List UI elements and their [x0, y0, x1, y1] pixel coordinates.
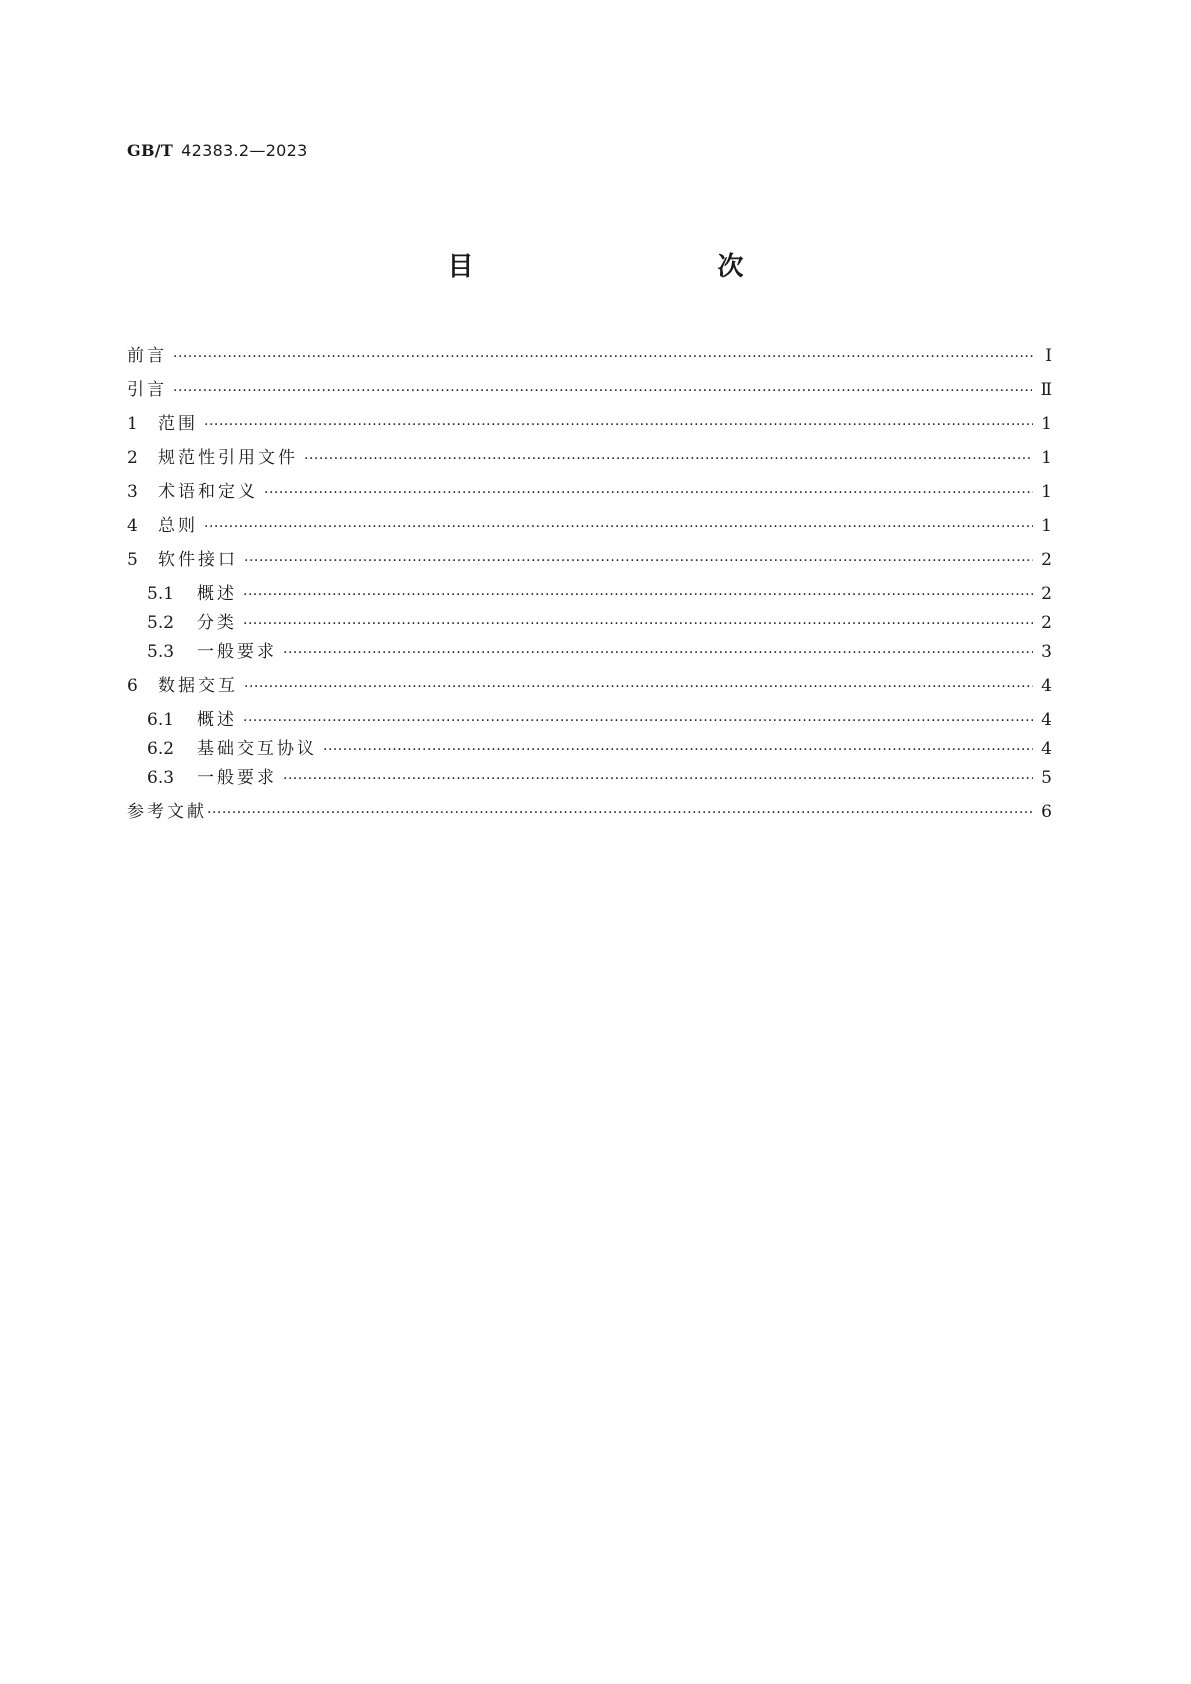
toc-entry-number: 5.1 — [147, 584, 175, 604]
toc-entry-label: 概述 — [197, 584, 237, 604]
toc-leader-dots — [243, 709, 1033, 733]
toc-entry-label: 引言 — [127, 380, 167, 400]
toc-leader-dots — [264, 481, 1033, 505]
toc-entry-label: 概述 — [197, 710, 237, 730]
toc-leader-dots — [243, 583, 1033, 607]
toc-entry-number: 3 — [127, 482, 138, 502]
toc-entry-6-1[interactable] — [127, 708, 1052, 732]
toc-leader-dots — [207, 801, 1033, 825]
toc-entry-number: 5 — [127, 550, 138, 570]
toc-entry-introduction[interactable] — [127, 378, 1052, 402]
toc-leader-dots — [243, 612, 1033, 636]
toc-entry-label: 软件接口 — [158, 550, 238, 570]
toc-entry-label: 规范性引用文件 — [158, 448, 298, 468]
toc-leader-dots — [173, 345, 1034, 369]
standard-number: 42383.2—2023 — [181, 141, 308, 160]
toc-entry-label: 一般要求 — [197, 768, 277, 788]
toc-entry-page: 5 — [1041, 768, 1052, 788]
standard-code — [127, 141, 308, 160]
toc-entry-page: 1 — [1041, 448, 1052, 468]
toc-entry-number: 2 — [127, 448, 138, 468]
toc-entry-page: Ⅰ — [1045, 346, 1052, 366]
toc-entry-number: 6.2 — [147, 739, 175, 759]
toc-entry-number: 5.3 — [147, 642, 175, 662]
toc-entry-bibliography[interactable] — [127, 800, 1052, 824]
toc-leader-dots — [244, 549, 1033, 573]
toc-entry-number: 6.1 — [147, 710, 175, 730]
toc-entry-page: 3 — [1041, 642, 1052, 662]
toc-entry-5-1[interactable] — [127, 582, 1052, 606]
toc-entry-4[interactable] — [127, 514, 1052, 538]
toc-entry-6-3[interactable] — [127, 766, 1052, 790]
toc-leader-dots — [204, 413, 1033, 437]
toc-entry-page: 2 — [1041, 550, 1052, 570]
toc-entry-label: 分类 — [197, 613, 237, 633]
toc-leader-dots — [323, 738, 1033, 762]
toc-entry-page: Ⅱ — [1040, 380, 1052, 400]
toc-leader-dots — [244, 675, 1033, 699]
toc-entry-number: 6.3 — [147, 768, 175, 788]
toc-entry-page: 1 — [1041, 482, 1052, 502]
toc-entry-page: 2 — [1041, 613, 1052, 633]
toc-entry-label: 一般要求 — [197, 642, 277, 662]
toc-entry-page: 1 — [1041, 414, 1052, 434]
toc-entry-label: 术语和定义 — [158, 482, 258, 502]
toc-entry-label: 范围 — [158, 414, 198, 434]
toc-entry-number: 6 — [127, 676, 138, 696]
toc-entry-page: 4 — [1041, 676, 1052, 696]
toc-entry-page: 6 — [1041, 802, 1052, 822]
toc-entry-1[interactable] — [127, 412, 1052, 436]
toc-entry-number: 5.2 — [147, 613, 175, 633]
toc-entry-page: 4 — [1041, 739, 1052, 759]
toc-entry-foreword[interactable] — [127, 344, 1052, 368]
standard-prefix: GB/T — [127, 141, 174, 160]
toc-entry-page: 2 — [1041, 584, 1052, 604]
toc-entry-5-2[interactable] — [127, 611, 1052, 635]
toc-entry-2[interactable] — [127, 446, 1052, 470]
toc-entry-page: 1 — [1041, 516, 1052, 536]
toc-entry-label: 参考文献 — [127, 802, 207, 822]
toc-entry-label: 基础交互协议 — [197, 739, 317, 759]
toc-entry-3[interactable] — [127, 480, 1052, 504]
page-title: 目 次 — [447, 252, 808, 282]
toc-entry-number: 4 — [127, 516, 138, 536]
toc-leader-dots — [173, 379, 1032, 403]
toc-entry-page: 4 — [1041, 710, 1052, 730]
toc-leader-dots — [283, 641, 1033, 665]
toc-entry-label: 前言 — [127, 346, 167, 366]
toc-entry-label: 数据交互 — [158, 676, 238, 696]
toc-leader-dots — [283, 767, 1033, 791]
toc-entry-6-2[interactable] — [127, 737, 1052, 761]
toc-entry-number: 1 — [127, 414, 138, 434]
toc-entry-5-3[interactable] — [127, 640, 1052, 664]
toc-entry-5[interactable] — [127, 548, 1052, 572]
toc-entry-6[interactable] — [127, 674, 1052, 698]
toc-leader-dots — [304, 447, 1033, 471]
toc-leader-dots — [204, 515, 1033, 539]
toc-entry-label: 总则 — [158, 516, 198, 536]
